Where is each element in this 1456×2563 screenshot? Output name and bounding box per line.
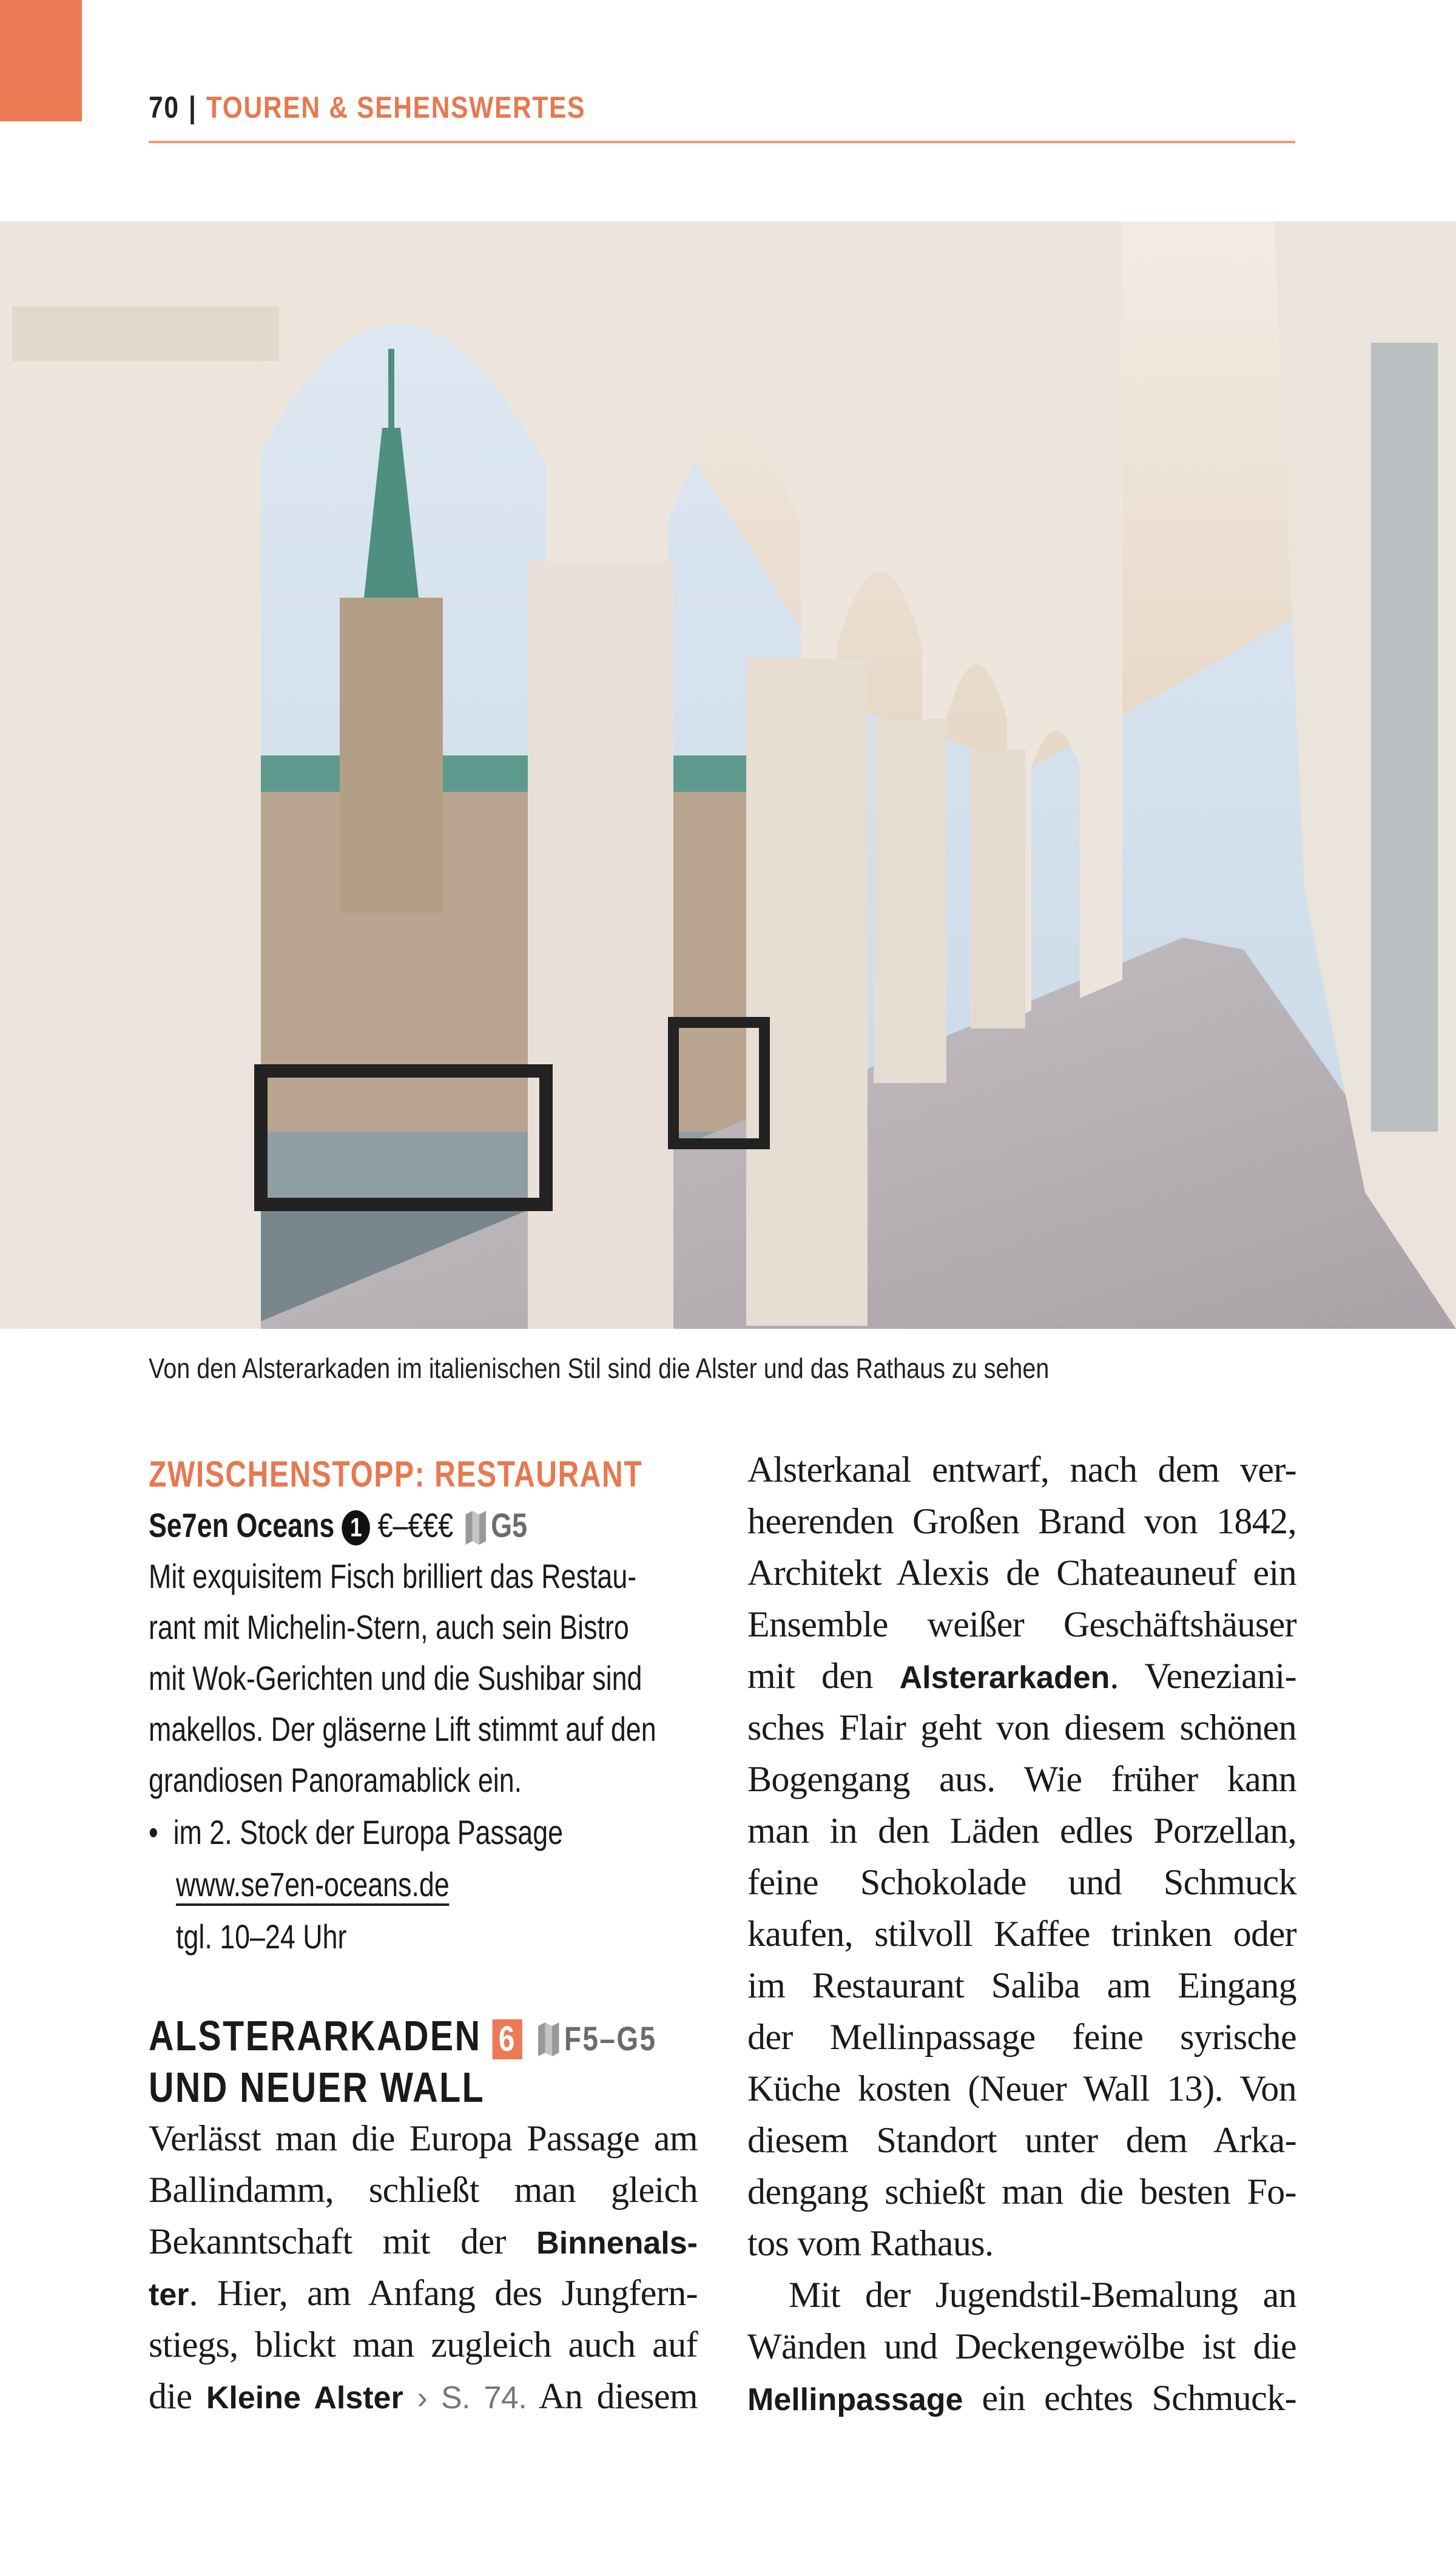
highlighted-place: Alsterarkaden (899, 1660, 1110, 1695)
text-segment: Ballindamm, schließt man gleich (149, 2170, 698, 2210)
body-text-line (149, 2319, 698, 2370)
page-reference-link[interactable]: › S. 74. (403, 2380, 527, 2416)
map-grid-ref: F5–G5 (564, 2019, 657, 2058)
restaurant-name: Se7en Oceans (149, 1506, 335, 1544)
text-segment: Alsterkanal entwarf, nach dem ver- (747, 1450, 1296, 1490)
body-text-line (747, 1754, 1296, 1805)
body-text-line (747, 2218, 1296, 2269)
text-segment: Küche kosten (Neuer Wall 13). Von (747, 2068, 1296, 2109)
text-segment: feine Schokolade und Schmuck (747, 1862, 1296, 1902)
bullet-icon: • (149, 1813, 174, 1851)
section-title: TOUREN & SEHENSWERTES (206, 90, 586, 124)
photo-caption: Von den Alsterarkaden im italienischen Stil sind die Alster und das Rathaus zu sehen (149, 1352, 1050, 1384)
body-text-line (747, 1805, 1296, 1856)
text-segment: An diesem (527, 2376, 698, 2416)
text-segment: Ensemble weißer Geschäftshäuser (747, 1604, 1296, 1644)
body-text-line (747, 1547, 1296, 1598)
price-range: €–€€€ (377, 1506, 454, 1544)
body-text-line (747, 1908, 1296, 1959)
map-icon (466, 1511, 487, 1545)
text-segment: kaufen, stilvoll Kaffee trinken oder (747, 1914, 1296, 1954)
highlighted-place: ter (149, 2277, 189, 2312)
restaurant-title-line (149, 1500, 527, 1551)
text-segment: Wänden und Deckengewölbe ist die (747, 2326, 1296, 2366)
text-segment: die (149, 2376, 206, 2416)
restaurant-desc-line: Mit exquisitem Fisch brilliert das Restau- (149, 1557, 637, 1595)
text-segment: tos vom Rathaus. (747, 2223, 994, 2263)
body-text-line (149, 2113, 698, 2164)
map-grid-ref: G5 (491, 1506, 528, 1544)
text-segment: . Hier, am Anfang des Jungfern- (189, 2273, 698, 2313)
restaurant-website[interactable] (176, 1859, 450, 1910)
highlighted-place: Binnenals- (536, 2226, 698, 2261)
text-segment: heerenden Großen Brand von 1842, (747, 1501, 1296, 1541)
body-text-line (149, 2216, 698, 2269)
page-number: 70 (149, 90, 180, 124)
text-segment: dengang schießt man die besten Fo- (747, 2172, 1296, 2212)
body-text-line (149, 2164, 698, 2215)
page-tab-marker (0, 0, 82, 121)
body-text-line (149, 2371, 698, 2423)
restaurant-desc-line: grandiosen Panoramablick ein. (149, 1761, 522, 1799)
running-header (149, 90, 585, 125)
website-link[interactable]: www.se7en-oceans.de (176, 1865, 450, 1906)
alsterarkaden-photo (0, 221, 1456, 1329)
text-segment: mit den (747, 1656, 900, 1696)
body-text-line (747, 1599, 1296, 1650)
body-text-line (747, 2115, 1296, 2166)
body-text-line (747, 2321, 1296, 2372)
body-text-line (747, 1650, 1296, 1703)
restaurant-desc-line: makellos. Der gläserne Lift stimmt auf den (149, 1710, 656, 1748)
text-segment: der Mellinpassage feine syrische (747, 2017, 1296, 2057)
text-segment: Bogengang aus. Wie früher kann (747, 1759, 1296, 1799)
header-rule (149, 141, 1295, 143)
text-segment: stiegs, blickt man zugleich auch auf (149, 2325, 698, 2365)
body-text-line (747, 1857, 1296, 1908)
article-title-line1 (149, 2011, 657, 2060)
text-segment: im Restaurant Saliba am Eingang (747, 1965, 1296, 2005)
article-title: ALSTERARKADEN (149, 2012, 482, 2059)
body-text-line (747, 2063, 1296, 2114)
address-text: im 2. Stock der Europa Passage (173, 1813, 564, 1851)
text-segment: Verlässt man die Europa Passage am (149, 2118, 698, 2158)
map-marker-badge: 1 (342, 1510, 370, 1545)
restaurant-hours: tgl. 10–24 Uhr (176, 1917, 347, 1956)
restaurant-desc-line: rant mit Michelin-Stern, auch sein Bistro (149, 1608, 629, 1646)
body-text-line (747, 1496, 1296, 1547)
header-separator: | (188, 90, 197, 124)
restaurant-kicker: ZWISCHENSTOPP: RESTAURANT (149, 1454, 643, 1494)
body-text-line (747, 1444, 1296, 1495)
highlighted-place: Kleine Alster (206, 2380, 403, 2416)
body-text-line (747, 2011, 1296, 2062)
body-text-line (747, 2166, 1296, 2217)
body-text-line (149, 2268, 698, 2320)
text-segment: man in den Läden edles Porzellan, (747, 1811, 1296, 1851)
body-text-line (747, 1960, 1296, 2011)
body-text-line (789, 2269, 1296, 2320)
text-segment: sches Flair geht von diesem schönen (747, 1707, 1296, 1748)
sight-marker-badge: 6 (493, 2019, 522, 2059)
highlighted-place: Mellinpassage (747, 2382, 963, 2417)
restaurant-desc-line: mit Wok-Gerichten und die Sushibar sind (149, 1659, 642, 1697)
body-text-line (747, 1702, 1296, 1753)
article-title-line2: UND NEUER WALL (149, 2064, 485, 2111)
text-segment: Bekanntschaft mit der (149, 2221, 537, 2261)
text-segment: . Veneziani- (1110, 1656, 1296, 1696)
text-segment: Architekt Alexis de Chateauneuf ein (747, 1553, 1296, 1593)
text-segment: ein echtes Schmuck- (963, 2378, 1296, 2418)
text-segment: diesem Standort unter dem Arka- (747, 2120, 1296, 2160)
body-text-line (747, 2372, 1296, 2425)
text-segment: Mit der Jugendstil-Bemalung an (789, 2275, 1296, 2315)
map-icon (538, 2022, 559, 2056)
restaurant-address (149, 1807, 563, 1858)
